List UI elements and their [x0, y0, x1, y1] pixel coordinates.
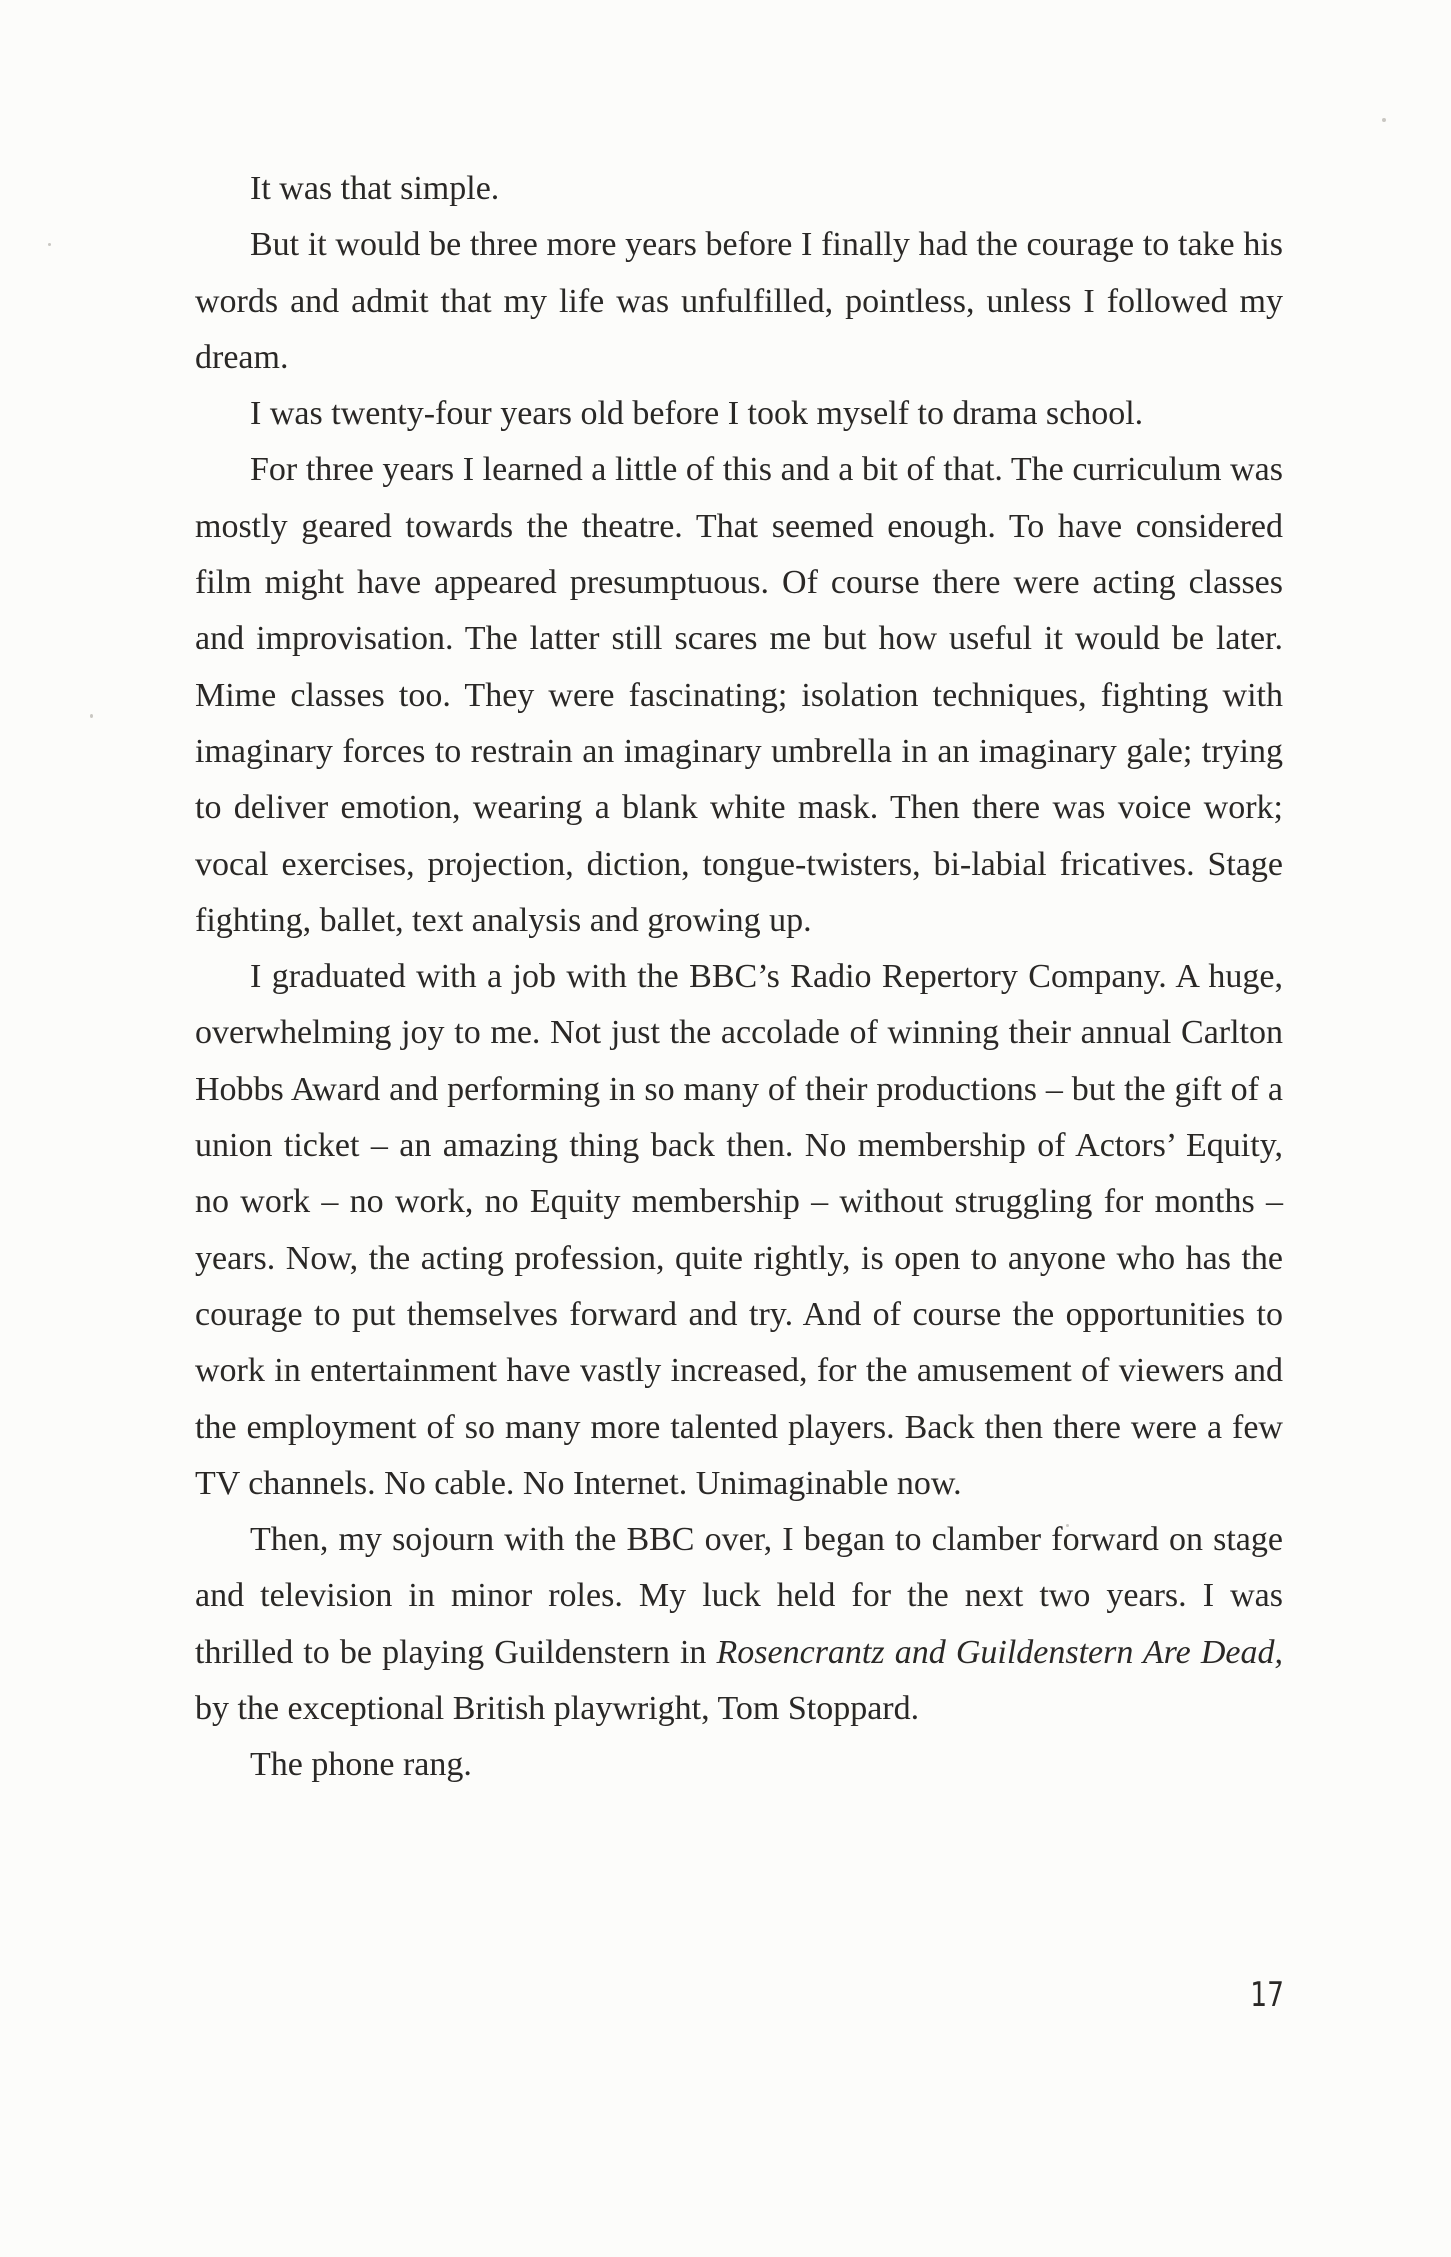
paragraph: I graduated with a job with the BBC’s Radio Repertory Company. A huge, overwhelming joy to me. Not just the accolade of winning their annual Carlton Hobbs Award and performing in so many of their productions – but the gift of a union ticket – an amazing thing back then. No membership of Actors’ Equity, no work – no work, no Equity membership – without struggling for months – years. Now, the acting profession, quite rightly, is open to anyone who has the courage to put themselves forward and try. And of course the opportunities to work in entertainment have vastly increased, for the amusement of viewers and the employment of so many more talented players. Back then there were a few TV channels. No cable. No Internet. Unimaginable now. [195, 958, 1283, 1502]
paragraph: For three years I learned a little of this and a bit of that. The curriculum was mostly geared towards the theatre. That seemed enough. To have considered film might have appeared presumptuous. Of course there were acting classes and improvisation. The latter still scares me but how useful it would be later. Mime classes too. They were fascinating; isolation techniques, fighting with imaginary forces to restrain an imaginary umbrella in an imaginary gale; trying to deliver emotion, wearing a blank white mask. Then there was voice work; vocal exercises, projection, diction, tongue-twisters, bi-labial fricatives. Stage fighting, ballet, text analysis and growing up. [195, 451, 1283, 939]
paragraph-text: by the exceptional British playwright, Tom Stoppard. [195, 1690, 920, 1728]
paper-speck [90, 714, 93, 718]
paragraph: I was twenty-four years old before I took myself to drama school. [250, 395, 1144, 433]
paragraph-text: Then, my sojourn with the BBC over, I began to clamber forward on stage and television in minor roles. My luck held for the next two years. I was thrilled to be playing Guildenstern in [195, 1521, 1283, 1671]
body-text [195, 161, 1283, 1794]
play-title: Rosencrantz and Guildenstern Are Dead, [716, 1633, 1283, 1671]
page-number: 17 [1250, 1975, 1284, 2015]
paragraph: The phone rang. [250, 1746, 472, 1784]
paper-speck [1382, 118, 1386, 122]
paragraph [195, 1512, 1283, 1737]
paper-speck [48, 243, 51, 246]
paragraph: It was that simple. [250, 170, 500, 207]
paragraph: But it would be three more years before I finally had the courage to take his words and admit that my life was unfulfilled, pointless, unless I followed my dream. [195, 226, 1283, 376]
